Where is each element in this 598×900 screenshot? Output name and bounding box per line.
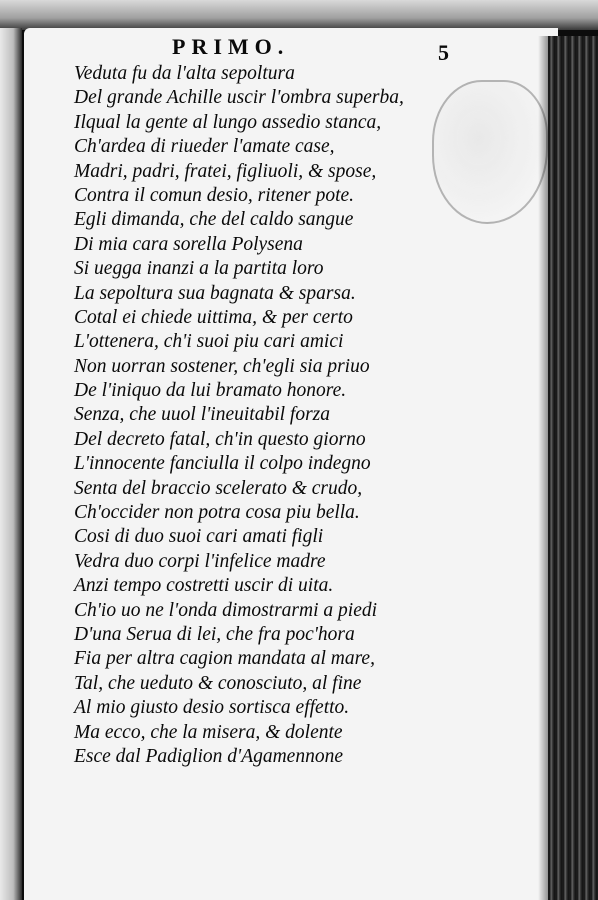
- verse-line: De l'iniquo da lui bramato honore.: [74, 380, 347, 402]
- verse-line: Del grande Achille uscir l'ombra superba,: [74, 87, 404, 109]
- verse-line: Vedra duo corpi l'infelice madre: [74, 550, 326, 572]
- verse-line: L'innocente fanciulla il colpo indegno: [74, 453, 371, 475]
- running-title: PRIMO.: [172, 34, 290, 59]
- verse-line: Al mio giusto desio sortisca effetto.: [74, 697, 350, 719]
- left-page-edge: [0, 28, 22, 900]
- verse-line: Anzi tempo costretti uscir di uita.: [74, 575, 334, 597]
- page-number: 5: [438, 40, 449, 65]
- verse-line: Cosi di duo suoi cari amati figli: [74, 526, 324, 548]
- verse-line: Ch'occider non potra cosa piu bella.: [74, 502, 360, 524]
- verse-line: D'una Serua di lei, che fra poc'hora: [74, 623, 355, 645]
- verse-line: Senta del braccio scelerato & crudo,: [74, 477, 363, 499]
- verse-line: Ch'ardea di riueder l'amate case,: [74, 136, 335, 158]
- verse-line: Cotal ei chiede uittima, & per certo: [74, 306, 353, 328]
- verse-line: Ma ecco, che la misera, & dolente: [74, 721, 343, 743]
- verse-line: Ch'io uo ne l'onda dimostrarmi a piedi: [74, 599, 378, 621]
- verse-line: Tal, che ueduto & conosciuto, al fine: [74, 672, 362, 694]
- verse-line: Esce dal Padiglion d'Agamennone: [74, 745, 343, 767]
- verse-line: Di mia cara sorella Polysena: [74, 233, 303, 255]
- verse-line: Ilqual la gente al lungo assedio stanca,: [74, 111, 382, 133]
- verse-line: Si uegga inanzi a la partita loro: [74, 258, 324, 280]
- verse-block: [74, 62, 404, 769]
- verse-line: Non uorran sostener, ch'egli sia priuo: [74, 355, 370, 377]
- verse-line: Contra il comun desio, ritener pote.: [74, 184, 355, 206]
- verse-line: Fia per altra cagion mandata al mare,: [74, 648, 375, 670]
- top-shadow: [0, 0, 598, 30]
- verse-line: Egli dimanda, che del caldo sangue: [74, 209, 354, 231]
- verse-line: Madri, padri, fratei, figliuoli, & spose,: [74, 160, 377, 182]
- verse-line: L'ottenera, ch'i suoi piu cari amici: [74, 331, 344, 353]
- verse-line: Del decreto fatal, ch'in questo giorno: [74, 428, 366, 450]
- verse-line: Senza, che uuol l'ineuitabil forza: [74, 404, 331, 426]
- verse-line: Veduta fu da l'alta sepoltura: [74, 63, 295, 84]
- verse-line: La sepoltura sua bagnata & sparsa.: [74, 282, 356, 304]
- book-fore-edge: [548, 36, 598, 900]
